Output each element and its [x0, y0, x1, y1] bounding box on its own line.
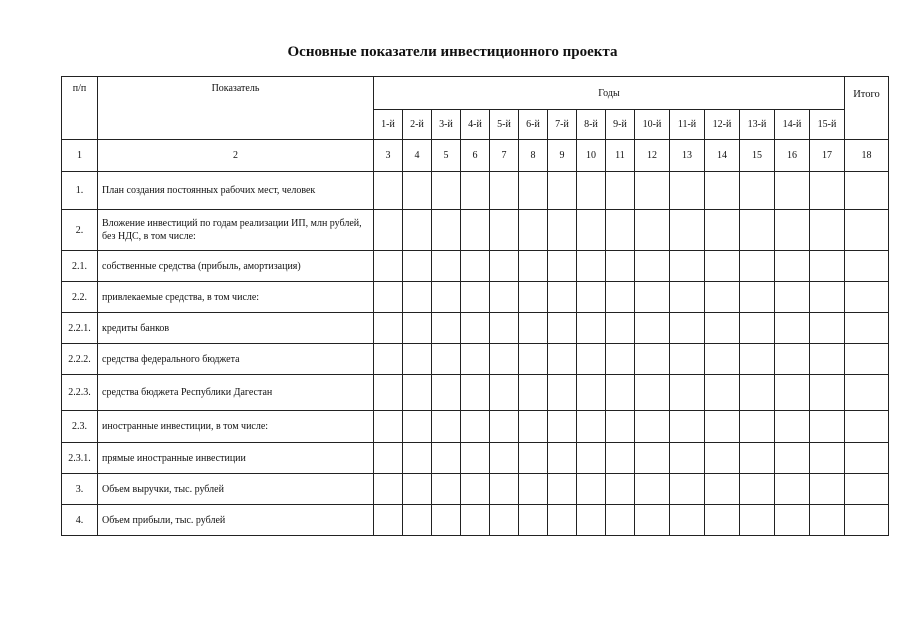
row-indicator-name: Объем прибыли, тыс. рублей	[98, 505, 374, 536]
year-value-cell	[490, 375, 519, 411]
year-value-cell	[740, 344, 775, 375]
column-number: 10	[577, 140, 606, 172]
year-value-cell	[519, 251, 548, 282]
row-number: 2.2.2.	[62, 344, 98, 375]
year-value-cell	[432, 210, 461, 251]
year-value-cell	[606, 210, 635, 251]
year-value-cell	[775, 375, 810, 411]
total-value-cell	[845, 172, 889, 210]
column-number: 7	[490, 140, 519, 172]
header-total: Итого	[845, 77, 889, 140]
year-value-cell	[670, 505, 705, 536]
year-value-cell	[432, 251, 461, 282]
year-value-cell	[461, 411, 490, 443]
column-number: 15	[740, 140, 775, 172]
year-value-cell	[635, 251, 670, 282]
year-value-cell	[548, 443, 577, 474]
row-number: 4.	[62, 505, 98, 536]
total-value-cell	[845, 251, 889, 282]
row-indicator-name: собственные средства (прибыль, амортизация)	[98, 251, 374, 282]
year-value-cell	[548, 474, 577, 505]
year-value-cell	[403, 411, 432, 443]
year-value-cell	[670, 282, 705, 313]
year-value-cell	[519, 375, 548, 411]
header-year: 12-й	[705, 110, 740, 140]
year-value-cell	[490, 282, 519, 313]
year-value-cell	[635, 411, 670, 443]
header-year: 7-й	[548, 110, 577, 140]
investment-indicators-table	[61, 76, 889, 536]
column-number: 18	[845, 140, 889, 172]
column-number: 3	[374, 140, 403, 172]
year-value-cell	[670, 344, 705, 375]
total-value-cell	[845, 344, 889, 375]
year-value-cell	[705, 210, 740, 251]
year-value-cell	[775, 251, 810, 282]
year-value-cell	[740, 505, 775, 536]
year-value-cell	[374, 282, 403, 313]
year-value-cell	[432, 443, 461, 474]
year-value-cell	[490, 251, 519, 282]
year-value-cell	[810, 411, 845, 443]
column-number: 17	[810, 140, 845, 172]
year-value-cell	[670, 313, 705, 344]
year-value-cell	[635, 282, 670, 313]
year-value-cell	[374, 313, 403, 344]
year-value-cell	[432, 375, 461, 411]
year-value-cell	[432, 411, 461, 443]
year-value-cell	[810, 474, 845, 505]
year-value-cell	[775, 411, 810, 443]
total-value-cell	[845, 411, 889, 443]
year-value-cell	[606, 443, 635, 474]
year-value-cell	[635, 172, 670, 210]
year-value-cell	[775, 172, 810, 210]
year-value-cell	[670, 474, 705, 505]
header-year: 14-й	[775, 110, 810, 140]
year-value-cell	[432, 505, 461, 536]
year-value-cell	[374, 375, 403, 411]
header-year: 2-й	[403, 110, 432, 140]
year-value-cell	[740, 313, 775, 344]
row-number: 1.	[62, 172, 98, 210]
year-value-cell	[606, 375, 635, 411]
year-value-cell	[810, 251, 845, 282]
year-value-cell	[810, 375, 845, 411]
year-value-cell	[635, 474, 670, 505]
year-value-cell	[490, 411, 519, 443]
year-value-cell	[490, 210, 519, 251]
row-number: 3.	[62, 474, 98, 505]
year-value-cell	[403, 282, 432, 313]
header-num: п/п	[62, 77, 98, 140]
year-value-cell	[374, 443, 403, 474]
year-value-cell	[635, 375, 670, 411]
header-year: 5-й	[490, 110, 519, 140]
year-value-cell	[577, 251, 606, 282]
year-value-cell	[548, 172, 577, 210]
row-indicator-name: средства федерального бюджета	[98, 344, 374, 375]
header-years-group: Годы	[374, 77, 845, 110]
year-value-cell	[670, 210, 705, 251]
row-number: 2.2.3.	[62, 375, 98, 411]
year-value-cell	[548, 251, 577, 282]
year-value-cell	[432, 344, 461, 375]
year-value-cell	[810, 505, 845, 536]
year-value-cell	[403, 474, 432, 505]
row-indicator-name: кредиты банков	[98, 313, 374, 344]
row-indicator-name: прямые иностранные инвестиции	[98, 443, 374, 474]
total-value-cell	[845, 505, 889, 536]
year-value-cell	[374, 172, 403, 210]
table-row	[62, 411, 889, 443]
year-value-cell	[490, 505, 519, 536]
year-value-cell	[374, 344, 403, 375]
year-value-cell	[403, 443, 432, 474]
year-value-cell	[670, 251, 705, 282]
table-row	[62, 210, 889, 251]
year-value-cell	[403, 210, 432, 251]
header-year: 8-й	[577, 110, 606, 140]
year-value-cell	[461, 505, 490, 536]
year-value-cell	[461, 443, 490, 474]
column-number: 9	[548, 140, 577, 172]
year-value-cell	[705, 505, 740, 536]
table-row	[62, 344, 889, 375]
year-value-cell	[705, 313, 740, 344]
row-number: 2.3.1.	[62, 443, 98, 474]
year-value-cell	[577, 411, 606, 443]
header-year: 10-й	[635, 110, 670, 140]
year-value-cell	[519, 210, 548, 251]
table-row	[62, 375, 889, 411]
year-value-cell	[635, 505, 670, 536]
year-value-cell	[461, 251, 490, 282]
column-number: 14	[705, 140, 740, 172]
year-value-cell	[432, 474, 461, 505]
column-number: 5	[432, 140, 461, 172]
header-year: 3-й	[432, 110, 461, 140]
year-value-cell	[461, 375, 490, 411]
year-value-cell	[775, 474, 810, 505]
column-number: 2	[98, 140, 374, 172]
row-number: 2.1.	[62, 251, 98, 282]
year-value-cell	[461, 474, 490, 505]
header-year: 13-й	[740, 110, 775, 140]
column-number: 4	[403, 140, 432, 172]
year-value-cell	[519, 313, 548, 344]
year-value-cell	[606, 313, 635, 344]
row-indicator-name: Объем выручки, тыс. рублей	[98, 474, 374, 505]
year-value-cell	[606, 411, 635, 443]
year-value-cell	[810, 313, 845, 344]
year-value-cell	[548, 313, 577, 344]
year-value-cell	[577, 282, 606, 313]
year-value-cell	[810, 210, 845, 251]
row-indicator-name: План создания постоянных рабочих мест, человек	[98, 172, 374, 210]
year-value-cell	[775, 282, 810, 313]
year-value-cell	[670, 172, 705, 210]
row-number: 2.2.	[62, 282, 98, 313]
year-value-cell	[775, 344, 810, 375]
year-value-cell	[577, 375, 606, 411]
year-value-cell	[519, 474, 548, 505]
year-value-cell	[705, 251, 740, 282]
column-number: 16	[775, 140, 810, 172]
table-row	[62, 282, 889, 313]
year-value-cell	[705, 411, 740, 443]
row-number: 2.	[62, 210, 98, 251]
year-value-cell	[705, 172, 740, 210]
row-indicator-name: привлекаемые средства, в том числе:	[98, 282, 374, 313]
year-value-cell	[635, 313, 670, 344]
header-year: 9-й	[606, 110, 635, 140]
year-value-cell	[403, 344, 432, 375]
header-row-1	[62, 77, 889, 110]
year-value-cell	[403, 375, 432, 411]
year-value-cell	[374, 474, 403, 505]
year-value-cell	[432, 313, 461, 344]
year-value-cell	[490, 313, 519, 344]
column-number: 12	[635, 140, 670, 172]
year-value-cell	[461, 282, 490, 313]
total-value-cell	[845, 313, 889, 344]
row-number: 2.3.	[62, 411, 98, 443]
year-value-cell	[519, 411, 548, 443]
year-value-cell	[810, 172, 845, 210]
year-value-cell	[577, 344, 606, 375]
row-indicator-name: средства бюджета Республики Дагестан	[98, 375, 374, 411]
header-year: 6-й	[519, 110, 548, 140]
year-value-cell	[374, 210, 403, 251]
table-row	[62, 505, 889, 536]
year-value-cell	[519, 172, 548, 210]
year-value-cell	[548, 505, 577, 536]
row-indicator-name: иностранные инвестиции, в том числе:	[98, 411, 374, 443]
column-number: 1	[62, 140, 98, 172]
year-value-cell	[670, 375, 705, 411]
year-value-cell	[432, 282, 461, 313]
header-column-numbers-row	[62, 140, 889, 172]
year-value-cell	[635, 210, 670, 251]
year-value-cell	[670, 411, 705, 443]
year-value-cell	[490, 172, 519, 210]
year-value-cell	[461, 313, 490, 344]
year-value-cell	[775, 313, 810, 344]
year-value-cell	[432, 172, 461, 210]
year-value-cell	[490, 443, 519, 474]
year-value-cell	[740, 375, 775, 411]
year-value-cell	[577, 172, 606, 210]
year-value-cell	[519, 505, 548, 536]
year-value-cell	[403, 505, 432, 536]
header-year: 15-й	[810, 110, 845, 140]
year-value-cell	[635, 344, 670, 375]
year-value-cell	[374, 411, 403, 443]
column-number: 11	[606, 140, 635, 172]
year-value-cell	[403, 172, 432, 210]
year-value-cell	[519, 282, 548, 313]
total-value-cell	[845, 210, 889, 251]
year-value-cell	[810, 443, 845, 474]
year-value-cell	[490, 344, 519, 375]
year-value-cell	[740, 411, 775, 443]
year-value-cell	[374, 251, 403, 282]
year-value-cell	[403, 313, 432, 344]
year-value-cell	[705, 344, 740, 375]
column-number: 8	[519, 140, 548, 172]
header-year: 11-й	[670, 110, 705, 140]
year-value-cell	[577, 443, 606, 474]
row-number: 2.2.1.	[62, 313, 98, 344]
total-value-cell	[845, 282, 889, 313]
year-value-cell	[519, 443, 548, 474]
total-value-cell	[845, 474, 889, 505]
year-value-cell	[403, 251, 432, 282]
year-value-cell	[461, 210, 490, 251]
year-value-cell	[577, 313, 606, 344]
year-value-cell	[740, 172, 775, 210]
year-value-cell	[705, 375, 740, 411]
column-number: 6	[461, 140, 490, 172]
year-value-cell	[740, 210, 775, 251]
year-value-cell	[810, 282, 845, 313]
year-value-cell	[606, 474, 635, 505]
year-value-cell	[775, 505, 810, 536]
year-value-cell	[606, 251, 635, 282]
year-value-cell	[548, 210, 577, 251]
year-value-cell	[740, 251, 775, 282]
header-indicator: Показатель	[98, 77, 374, 140]
year-value-cell	[577, 474, 606, 505]
document-title: Основные показатели инвестиционного проекта	[287, 44, 618, 60]
column-number: 13	[670, 140, 705, 172]
year-value-cell	[740, 443, 775, 474]
year-value-cell	[606, 344, 635, 375]
year-value-cell	[577, 210, 606, 251]
year-value-cell	[705, 282, 740, 313]
table-row	[62, 251, 889, 282]
year-value-cell	[461, 172, 490, 210]
table-row	[62, 313, 889, 344]
year-value-cell	[606, 282, 635, 313]
year-value-cell	[519, 344, 548, 375]
year-value-cell	[548, 344, 577, 375]
year-value-cell	[705, 443, 740, 474]
year-value-cell	[775, 210, 810, 251]
year-value-cell	[740, 282, 775, 313]
year-value-cell	[740, 474, 775, 505]
year-value-cell	[635, 443, 670, 474]
header-year: 1-й	[374, 110, 403, 140]
header-year: 4-й	[461, 110, 490, 140]
year-value-cell	[374, 505, 403, 536]
total-value-cell	[845, 443, 889, 474]
year-value-cell	[606, 172, 635, 210]
year-value-cell	[670, 443, 705, 474]
year-value-cell	[705, 474, 740, 505]
year-value-cell	[490, 474, 519, 505]
year-value-cell	[548, 375, 577, 411]
year-value-cell	[548, 411, 577, 443]
total-value-cell	[845, 375, 889, 411]
year-value-cell	[548, 282, 577, 313]
table-row	[62, 172, 889, 210]
year-value-cell	[461, 344, 490, 375]
year-value-cell	[606, 505, 635, 536]
table-row	[62, 443, 889, 474]
row-indicator-name: Вложение инвестиций по годам реализации ИП, млн рублей, без НДС, в том числе:	[98, 210, 374, 251]
table-row	[62, 474, 889, 505]
year-value-cell	[577, 505, 606, 536]
year-value-cell	[775, 443, 810, 474]
year-value-cell	[810, 344, 845, 375]
